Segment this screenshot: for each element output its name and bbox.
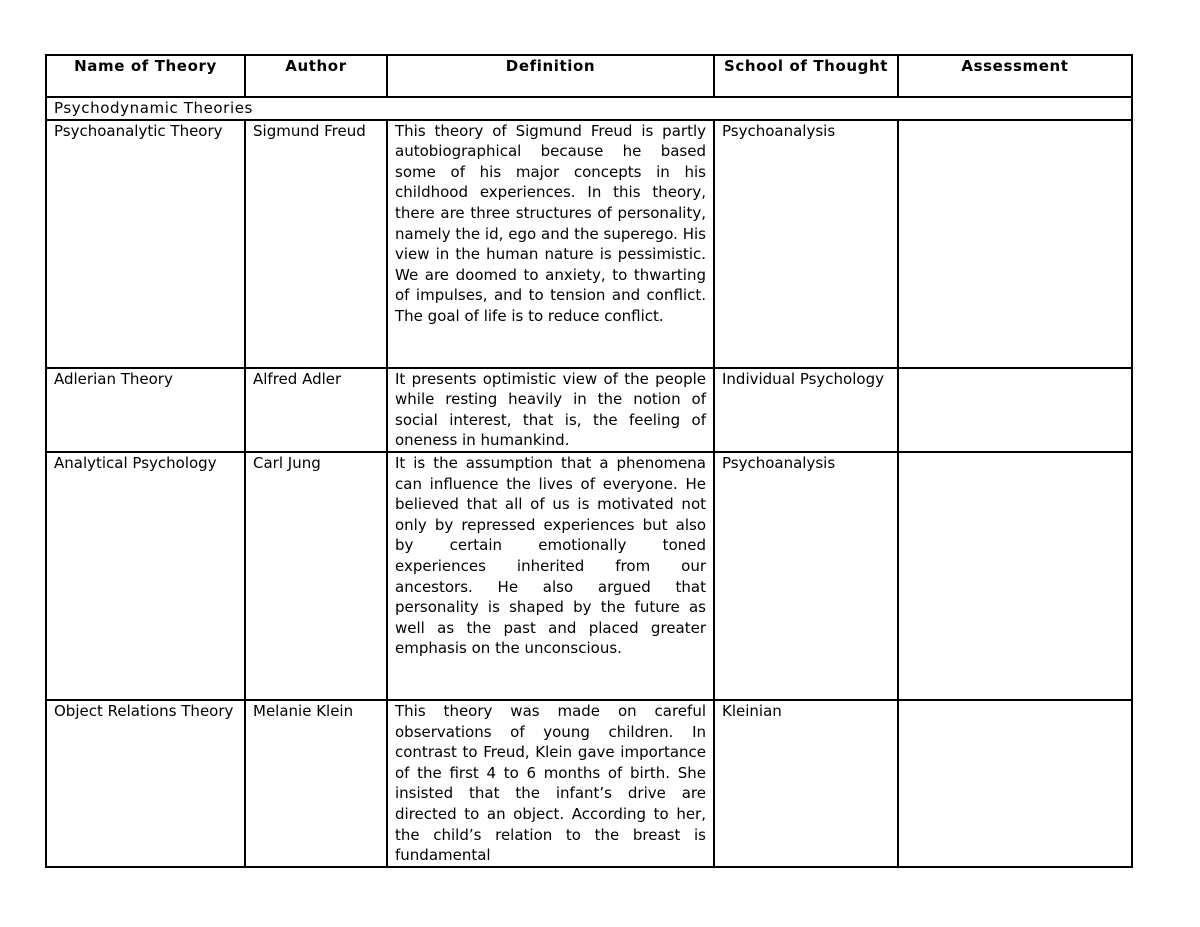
header-definition: Definition [387, 55, 714, 97]
cell-assessment [898, 700, 1132, 867]
cell-author: Carl Jung [245, 452, 387, 700]
cell-theory-name: Psychoanalytic Theory [46, 120, 245, 368]
cell-assessment [898, 368, 1132, 452]
theory-table [45, 54, 1133, 868]
section-row [46, 97, 1132, 120]
cell-theory-name: Adlerian Theory [46, 368, 245, 452]
cell-definition: This theory of Sigmund Freud is partly autobiographical because he based some of his major concepts in his childhood experiences. In this theory, there are three structures of personality, namely the id, ego and the superego. His view in the human nature is pessimistic. We are doomed to anxiety, to thwarting of impulses, and to tension and conflict. The goal of life is to reduce conflict. [387, 120, 714, 368]
cell-school: Kleinian [714, 700, 898, 867]
cell-school: Individual Psychology [714, 368, 898, 452]
header-assessment: Assessment [898, 55, 1132, 97]
table-row [46, 700, 1132, 867]
section-title: Psychodynamic Theories [46, 97, 1132, 120]
table-row [46, 120, 1132, 368]
cell-school: Psychoanalysis [714, 452, 898, 700]
cell-assessment [898, 452, 1132, 700]
cell-theory-name: Object Relations Theory [46, 700, 245, 867]
cell-author: Alfred Adler [245, 368, 387, 452]
table-row [46, 452, 1132, 700]
table-row [46, 368, 1132, 452]
cell-author: Sigmund Freud [245, 120, 387, 368]
cell-definition: This theory was made on careful observations of young children. In contrast to Freud, Klein gave importance of the first 4 to 6 months of birth. She insisted that the infant’s drive are directed to an object. According to her, the child’s relation to the breast is fundamental [387, 700, 714, 867]
header-school-of-thought: School of Thought [714, 55, 898, 97]
cell-author: Melanie Klein [245, 700, 387, 867]
header-author: Author [245, 55, 387, 97]
cell-definition: It is the assumption that a phenomena can influence the lives of everyone. He believed that all of us is motivated not only by repressed experiences but also by certain emotionally toned experiences inherited from our ancestors. He also argued that personality is shaped by the future as well as the past and placed greater emphasis on the unconscious. [387, 452, 714, 700]
cell-theory-name: Analytical Psychology [46, 452, 245, 700]
header-name-of-theory: Name of Theory [46, 55, 245, 97]
cell-school: Psychoanalysis [714, 120, 898, 368]
table-header-row [46, 55, 1132, 97]
cell-definition: It presents optimistic view of the people while resting heavily in the notion of social interest, that is, the feeling of oneness in humankind. [387, 368, 714, 452]
cell-assessment [898, 120, 1132, 368]
